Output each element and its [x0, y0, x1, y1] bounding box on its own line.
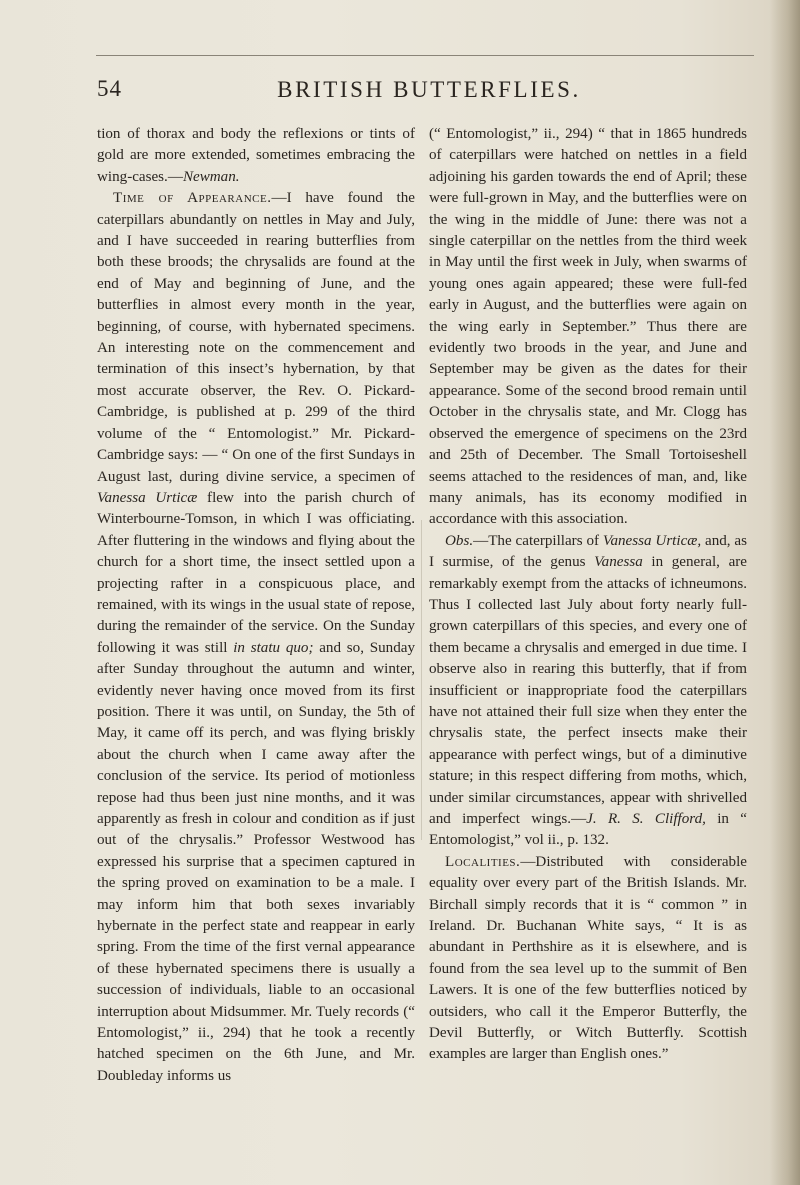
left-paragraph-2 — [97, 188, 415, 1087]
text-run: —Distributed with considerable equality over every part of the British Islands. Mr. Birchall simply records that it is “ common ” in Ireland. Dr. Buchanan White says, “ It is as abundant in Perthshire as it is elsewhere, and is found from the sea level up to the summit of Ben Lawers. It is one of the few butterflies noticed by outsiders, who call it the Emperor Butterfly, the Devil Butterfly, or Witch Butterfly. Scottish examples are larger than English ones.” — [429, 853, 747, 1063]
text-run: and so, Sunday after Sunday throughout the autumn and winter, evidently never having once moved from its first position. There it was until, on Sunday, the 5th of May, it came off its perch, and was flying briskly about the church when I came away after the conclusion of the service. Its period of motionless repose had thus been just nine months, and it was apparently as fresh in colour and condition as if just out of the chrysalis.” Professor Westwood has expressed his surprise that a specimen captured in the spring proved on examination to be a male. I may inform him that both sexes invariably hybernate in the perfect state and reappear in early spring. From the time of the first vernal appearance of these hybernated specimens there is usually a succession of individuals, liable to an occasional interruption about Midsummer. Mr. Tuely records (“ Entomologist,” ii., 294) that he took a recently hatched specimen on the 6th June, and Mr. Doubleday informs us — [97, 639, 416, 1084]
page-edge-shadow — [770, 0, 800, 1185]
latin-phrase: in statu quo; — [233, 639, 314, 656]
text-run: in “ Entomologist,” vol ii., p. 132. — [429, 811, 747, 849]
species-name: Vanessa Urticæ — [97, 489, 198, 506]
text-run: tion of thorax and body the reflexions or tints of gold are more extended, sometimes embracing the wing-cases.— — [97, 126, 415, 185]
text-run: —The caterpillars of — [473, 532, 603, 549]
text-run: (“ Entomologist,” ii., 294) “ that in 1865 hundreds of caterpillars were hatched on nettles in a field adjoining his garden towards the end of April; these were full-grown in May, and the butterflies were on the wing in the middle of June: there was not a single caterpillar on the nettles from the third week in May until the first week in July, when swarms of young ones again appeared; these were full-fed early in August, and the butterflies were again on the wing early in September.” Thus there are evidently two broods in the year, and June and September may be given as the dates for their appearance. Some of the second brood remain until October in the chrysalis state, and Mr. Clogg has observed the emergence of specimens on the 23rd and 25th of December. The Small Tortoiseshell seems attached to the residences of man, and, like many animals, has its economy modified in accordance with this association. — [429, 126, 747, 528]
section-heading-localities: Localities. — [445, 853, 521, 870]
author-attribution: J. R. S. Clifford, — [586, 811, 706, 827]
right-paragraph-1 — [429, 124, 747, 531]
left-paragraph-1 — [97, 124, 415, 188]
section-heading-time-of-appearance: Time of Appearance. — [113, 190, 272, 207]
right-paragraph-2 — [429, 531, 747, 852]
column-divider — [421, 520, 422, 840]
observation-label: Obs. — [445, 532, 474, 549]
text-run: —I have found the caterpillars abundantly on nettles in May and July, and I have succeeded in rearing butterflies from both these broods; the chrysalids are found at the end of May and beginning of June, and the butterflies in almost every month in the year, beginning, of course, with hybernated specimens. An interesting note on the commencement and termination of this insect’s hybernation, by that most accurate observer, the Rev. O. Pickard-Cambridge, is published at p. 299 of the third volume of the “ Entomologist.” Mr. Pickard-Cambridge says: — “ On one of the first Sundays in August last, during divine service, a specimen of — [97, 190, 415, 485]
left-column — [97, 124, 415, 1087]
species-name: Vanessa Urticæ, — [602, 532, 702, 549]
right-column — [429, 124, 747, 1066]
genus-name: Vanessa — [594, 554, 643, 571]
running-title: BRITISH BUTTERFLIES. — [277, 77, 581, 102]
header-rule — [96, 55, 754, 56]
text-run: and, as I surmise, of the genus — [429, 532, 748, 571]
author-attribution: Newman. — [182, 168, 240, 185]
page-number: 54 — [97, 76, 122, 101]
right-paragraph-3 — [429, 852, 747, 1066]
text-run: in general, are remarkably exempt from the attacks of ichneumons. Thus I collected last July about forty nearly full-grown caterpillars of this species, and every one of them became a chrysalis and emerged in due time. I observe also in rearing this butterfly, that if from insufficient or inappropriate food the caterpillars have not attained their full size when they enter the chrysalis state, the perfect insects make their appearance with perfect wings, but of a diminutive stature; in this respect differing from moths, which, under similar circumstances, appear with shrivelled and imperfect wings.— — [429, 554, 747, 827]
text-run: flew into the parish church of Winterbourne-Tomson, in which I was officiating. After fluttering in the windows and flying about the church for a short time, the insect settled upon a projecting rafter in a conspicuous place, and remained, with its wings in the usual state of repose, during the remainder of the service. On the Sunday following it was still — [97, 489, 416, 656]
